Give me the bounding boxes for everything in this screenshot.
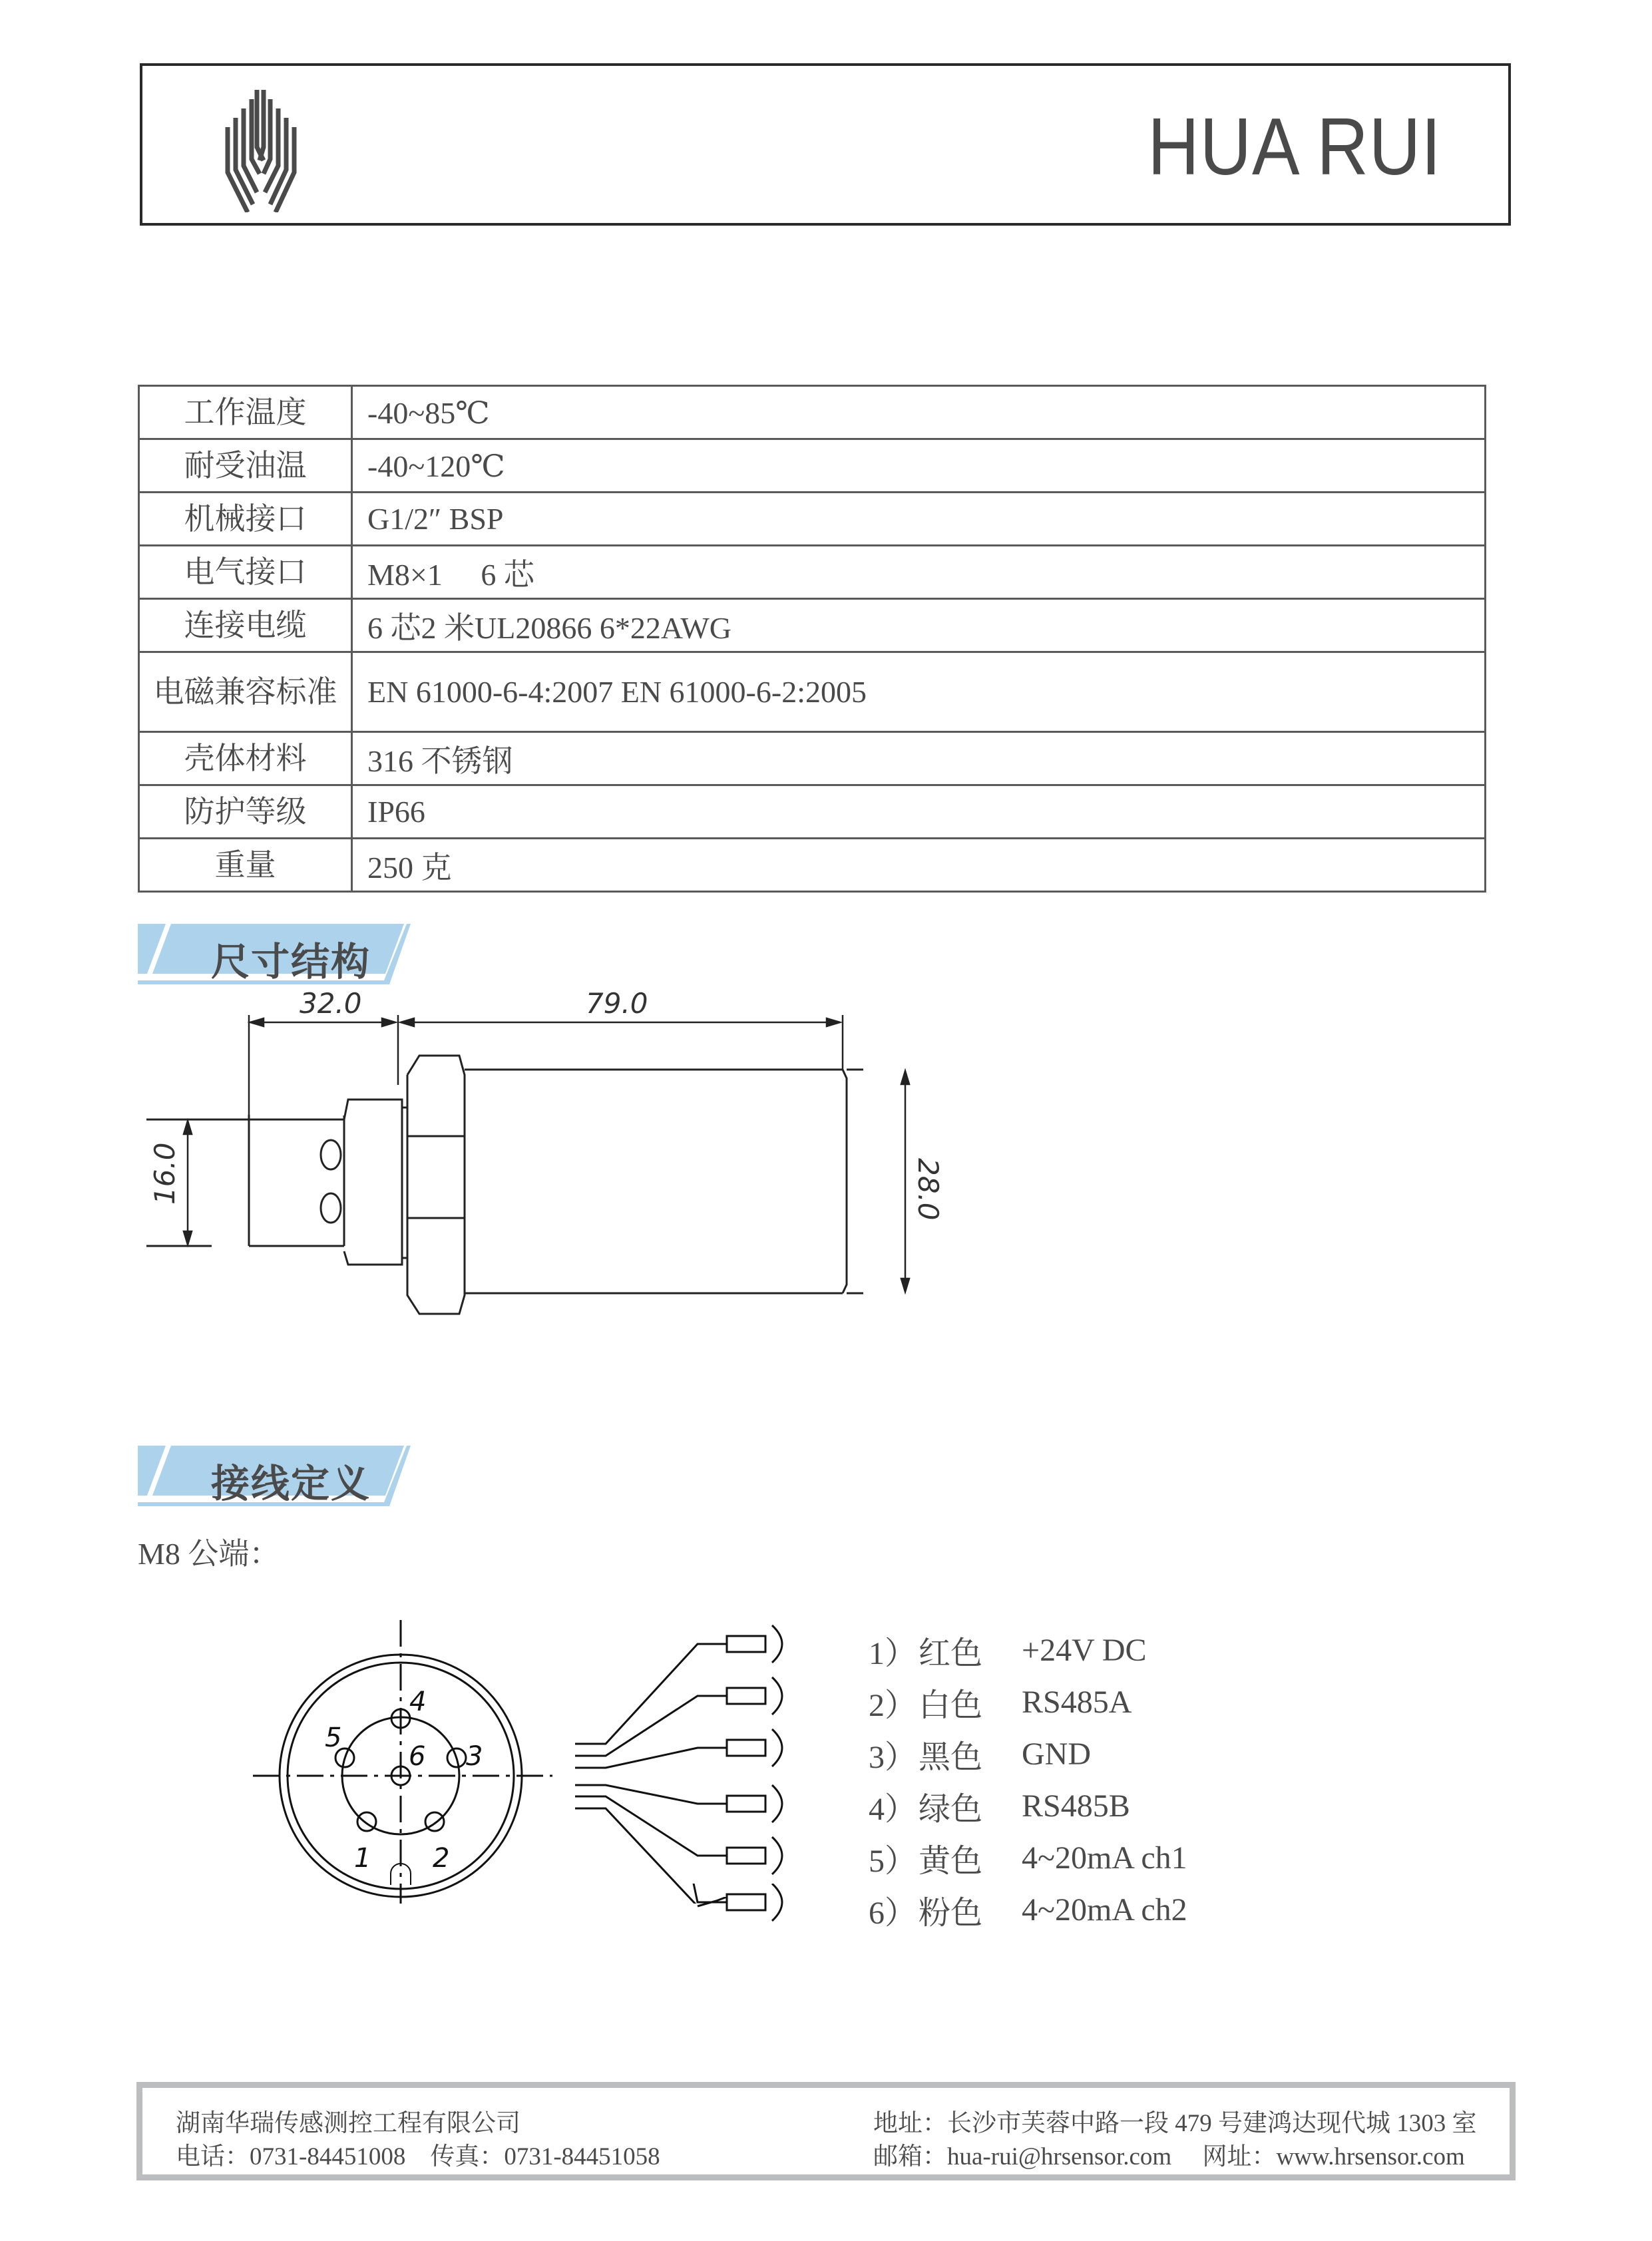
dim-label-16: 16.0 xyxy=(148,1142,181,1205)
spec-value: 6 芯2 米UL20866 6*22AWG xyxy=(352,599,1486,652)
table-row xyxy=(139,439,1486,493)
pin-label-5: 5 xyxy=(325,1723,342,1753)
spec-value: 250 克 xyxy=(352,839,1486,892)
wire-color: 红色 xyxy=(919,1635,983,1671)
spec-value: IP66 xyxy=(352,785,1486,839)
email-website: 邮箱：hua-rui@hrsensor.com 网址：www.hrsensor.com xyxy=(873,2143,1465,2170)
section-title: 接线定义 xyxy=(211,1461,371,1506)
spec-label: 壳体材料 xyxy=(139,732,352,785)
list-item xyxy=(869,1624,1187,1676)
table-row xyxy=(139,839,1486,892)
page-header xyxy=(140,63,1511,226)
wire-color: 绿色 xyxy=(919,1791,983,1827)
pin-label-2: 2 xyxy=(433,1843,450,1874)
spec-value: -40~85℃ xyxy=(352,386,1486,439)
wire-number: 5） xyxy=(869,1843,917,1879)
wire-6-terminal xyxy=(692,1884,812,1943)
wire-number: 1） xyxy=(869,1635,917,1671)
wire-color: 粉色 xyxy=(919,1895,983,1931)
table-row xyxy=(139,652,1486,732)
phone-fax: 电话：0731-84451008 传真：0731-84451058 xyxy=(176,2143,660,2170)
table-row xyxy=(139,546,1486,599)
list-item xyxy=(869,1832,1187,1884)
table-row xyxy=(139,493,1486,546)
spec-label: 电磁兼容标准 xyxy=(139,652,352,732)
wire-number: 6） xyxy=(869,1895,917,1931)
wire-function: +24V DC xyxy=(1022,1632,1147,1668)
table-row xyxy=(139,599,1486,652)
pin-label-3: 3 xyxy=(466,1741,483,1772)
spec-value: -40~120℃ xyxy=(352,439,1486,493)
page-footer xyxy=(136,2082,1516,2180)
list-item xyxy=(869,1780,1187,1832)
dimension-drawing xyxy=(133,985,1504,1398)
wire-function: GND xyxy=(1022,1736,1091,1772)
wire-number: 3） xyxy=(869,1739,917,1775)
wire-function: 4~20mA ch2 xyxy=(1022,1892,1187,1928)
spec-label: 防护等级 xyxy=(139,785,352,839)
spec-label: 连接电缆 xyxy=(139,599,352,652)
dim-label-79: 79.0 xyxy=(586,987,648,1020)
spec-label: 耐受油温 xyxy=(139,439,352,493)
wiring-legend xyxy=(869,1624,1187,1935)
dim-label-28: 28.0 xyxy=(912,1158,944,1221)
company-address: 地址：长沙市芙蓉中路一段 479 号建鸿达现代城 1303 室 xyxy=(873,2110,1477,2137)
section-banner-wiring xyxy=(138,1446,417,1512)
spec-label: 机械接口 xyxy=(139,493,352,546)
wire-color: 黑色 xyxy=(919,1739,983,1775)
spec-label: 工作温度 xyxy=(139,386,352,439)
huarui-logo-icon xyxy=(222,86,342,212)
spec-label: 重量 xyxy=(139,839,352,892)
spec-label: 电气接口 xyxy=(139,546,352,599)
list-item xyxy=(869,1884,1187,1935)
spec-value: EN 61000-6-4:2007 EN 61000-6-2:2005 xyxy=(352,652,1486,732)
connector-label: M8 公端： xyxy=(138,1537,280,1571)
wire-color: 白色 xyxy=(919,1687,983,1723)
brand-title: HUA RUI xyxy=(1147,101,1442,192)
wire-number: 4） xyxy=(869,1791,917,1827)
pin-label-1: 1 xyxy=(354,1843,371,1874)
company-name: 湖南华瑞传感测控工程有限公司 xyxy=(176,2110,520,2137)
cable-fanout-diagram xyxy=(572,1624,799,1904)
spec-table xyxy=(138,385,1486,893)
spec-value: 316 不锈钢 xyxy=(352,732,1486,785)
section-banner-dimensions xyxy=(138,924,417,990)
table-row xyxy=(139,785,1486,839)
section-title: 尺寸结构 xyxy=(211,939,371,984)
table-row xyxy=(139,386,1486,439)
pin-label-4: 4 xyxy=(409,1687,427,1717)
list-item xyxy=(869,1676,1187,1728)
wire-function: RS485B xyxy=(1022,1788,1130,1824)
spec-value: M8×1 6 芯 xyxy=(352,546,1486,599)
m8-pinout-diagram xyxy=(253,1611,559,1904)
dim-label-32: 32.0 xyxy=(300,987,362,1020)
pin-label-6: 6 xyxy=(409,1741,426,1772)
wire-function: RS485A xyxy=(1022,1684,1132,1720)
table-row xyxy=(139,732,1486,785)
spec-value: G1/2″ BSP xyxy=(352,493,1486,546)
wire-number: 2） xyxy=(869,1687,917,1723)
list-item xyxy=(869,1728,1187,1780)
wire-color: 黄色 xyxy=(919,1843,983,1879)
wire-function: 4~20mA ch1 xyxy=(1022,1840,1187,1876)
